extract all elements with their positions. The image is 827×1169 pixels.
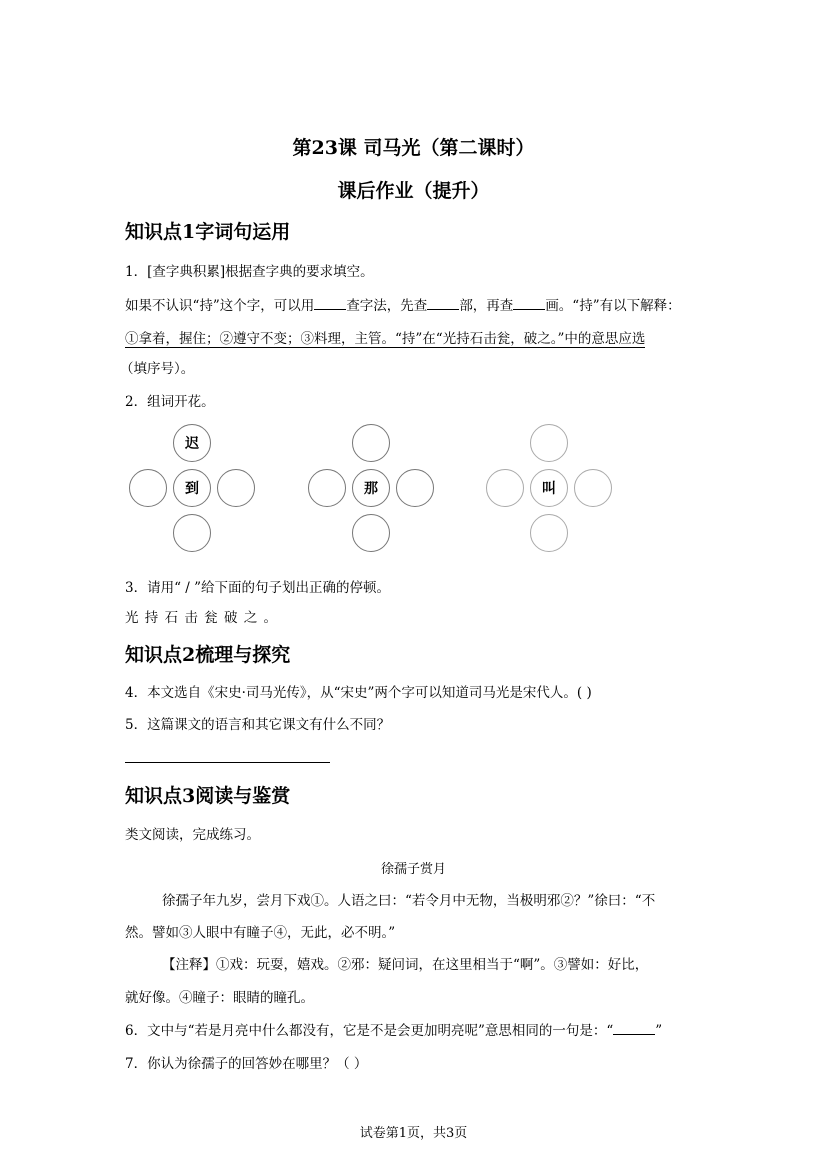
answer-blank[interactable]: [513, 297, 545, 310]
question-6: [125, 1019, 662, 1039]
question-1: 1．[查字典积累]根据查字典的要求填空。: [125, 264, 374, 280]
flower-petal-right[interactable]: [396, 469, 434, 507]
flower-petal-left[interactable]: [308, 469, 346, 507]
page-footer: 试卷第1页，共3页: [359, 1126, 468, 1141]
q6-text: 6．文中与“若是月亮中什么都没有，它是不是会更加明亮呢”意思相同的一句是：“: [125, 1023, 614, 1039]
flower-petal-right[interactable]: [574, 469, 612, 507]
reading-notes-cont: 就好像。④瞳子：眼睛的瞳孔。: [125, 990, 314, 1006]
flower-petal-bottom[interactable]: [173, 514, 211, 552]
q1-fill: （填序号）。: [120, 361, 195, 377]
section-heading-2: 知识点2梳理与探究: [125, 644, 291, 666]
reading-notes: 【注释】①戏：玩耍，嬉戏。②邪：疑问词，在这里相当于“啊”。③譬如：好比，: [162, 957, 649, 973]
question-4: 4．本文选自《宋史·司马光传》，从“宋史”两个字可以知道司马光是宋代人。( ): [125, 685, 592, 701]
section-heading-3: 知识点3阅读与鉴赏: [125, 785, 291, 807]
flower-petal-right[interactable]: [217, 469, 255, 507]
q1-text-b: 查字法，先查: [346, 298, 428, 314]
reading-title: 徐孺子赏月: [380, 862, 446, 877]
answer-blank[interactable]: [314, 297, 346, 310]
question-5: 5．这篇课文的语言和其它课文有什么不同？: [125, 717, 391, 733]
flower-petal-top[interactable]: [530, 424, 568, 462]
answer-line[interactable]: [125, 762, 330, 763]
reading-intro: 类文阅读，完成练习。: [125, 827, 260, 843]
reading-paragraph-cont: 然。譬如③人眼中有瞳子④，无此，必不明。”: [125, 925, 396, 941]
section-heading-1: 知识点1字词句运用: [125, 221, 291, 243]
q1-definitions: ①拿着，握住；②遵守不变；③料理，主管。“持”在“光持石击瓮，破之。”中的意思应选: [125, 327, 645, 348]
flower-center: 叫: [530, 469, 568, 507]
answer-blank[interactable]: [427, 297, 459, 310]
answer-blank[interactable]: [613, 1022, 655, 1035]
reading-paragraph: 徐孺子年九岁，尝月下戏①。人语之曰：“若令月中无物，当极明邪②？”徐曰：“不: [162, 893, 656, 909]
question-2: 2．组词开花。: [125, 394, 215, 410]
flower-petal-bottom[interactable]: [352, 514, 390, 552]
question-3: 3．请用“ / ”给下面的句子划出正确的停顿。: [125, 580, 391, 596]
flower-center: 那: [352, 469, 390, 507]
q1-text-a: 如果不认识“持”这个字，可以用: [125, 298, 315, 314]
question-1-text: [125, 294, 681, 314]
flower-center: 到: [173, 469, 211, 507]
page-title: 第23课 司马光（第二课时）: [292, 137, 535, 159]
question-7: 7．你认为徐孺子的回答妙在哪里？（ ）: [125, 1056, 368, 1072]
flower-petal-bottom[interactable]: [530, 514, 568, 552]
q6-close-quote: ”: [655, 1023, 663, 1039]
page-subtitle: 课后作业（提升）: [337, 180, 490, 202]
q1-text-d: 画。“持”有以下解释：: [545, 298, 681, 314]
flower-petal-top[interactable]: [352, 424, 390, 462]
q3-sentence: 光 持 石 击 瓮 破 之 。: [125, 610, 279, 626]
flower-petal-left[interactable]: [129, 469, 167, 507]
flower-petal-left[interactable]: [486, 469, 524, 507]
q1-text-c: 部，再查: [459, 298, 514, 314]
flower-petal-top[interactable]: 迟: [173, 424, 211, 462]
